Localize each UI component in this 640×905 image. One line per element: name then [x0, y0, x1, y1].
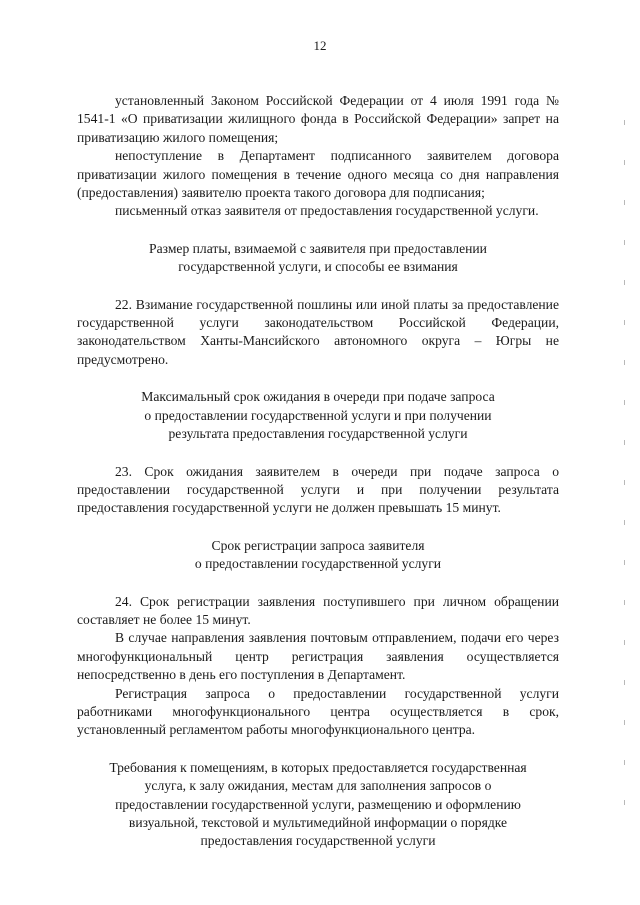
document-body [77, 92, 559, 851]
heading-premises-line-3: предоставлении государственной услуги, размещению и оформлению [115, 796, 521, 812]
heading-wait-time-line-1: Максимальный срок ожидания в очереди при подаче запроса [141, 389, 495, 405]
heading-registration-line-1: Срок регистрации запроса заявителя [211, 537, 425, 553]
heading-premises-line-1: Требования к помещениям, в которых предоставляется государственная [109, 759, 527, 775]
scan-margin-marks [622, 120, 628, 820]
paragraph-contract-not-received: непоступление в Департамент подписанного заявителем договора приватизации жилого помещения в течение одного месяца со дня направления (предоставления) заявителю проекта такого договора для подписания; [77, 148, 559, 201]
heading-premises-line-4: визуальной, текстовой и мультимедийной информации о порядке [128, 815, 508, 830]
paragraph-24-registration: 24. Срок регистрации заявления поступившего при личном обращении составляет не более 15 минут. [77, 593, 559, 627]
heading-wait-time-line-3: результата предоставления государственной услуги [168, 426, 468, 442]
heading-registration-line-2: о предоставлении государственной услуги [194, 556, 442, 572]
paragraph-written-refusal: письменный отказ заявителя от предоставления государственной услуги. [115, 203, 539, 219]
heading-fee-line-2: государственной услуги, и способы ее взимания [178, 259, 458, 275]
heading-premises-line-2: услуга, к залу ожидания, местам для заполнения запросов о [144, 778, 492, 794]
heading-premises-line-5: предоставления государственной услуги [200, 833, 436, 849]
page-number: 12 [313, 38, 327, 53]
paragraph-23-wait-time: 23. Срок ожидания заявителем в очереди при подаче запроса о предоставлении государственной услуги и при получении результата предоставления государственной услуги не должен превышать 15 минут. [77, 463, 559, 516]
paragraph-mfc-registration: Регистрация запроса о предоставлении государственной услуги работниками многофункционального центра осуществляется в срок, установленный регламентом работы многофункционального центра. [77, 685, 559, 738]
heading-wait-time-line-2: о предоставлении государственной услуги и при получении [144, 407, 492, 423]
paragraph-privatization-ban: установленный Законом Российской Федерации от 4 июля 1991 года № 1541-1 «О приватизации жилищного фонда в Российской Федерации» запрет на приватизацию жилого помещения; [77, 93, 559, 145]
paragraph-postal-registration: В случае направления заявления почтовым отправлением, подачи его через многофункциональный центр регистрация заявления осуществляется непосредственно в день его поступления в Департамент. [77, 630, 559, 683]
paragraph-22-no-fee: 22. Взимание государственной пошлины или иной платы за предоставление государственной услуги законодательством Российской Федерации, законодательством Ханты-Мансийского автономного округа – Югры не предусмотрено. [77, 296, 559, 367]
heading-fee-line-1: Размер платы, взимаемой с заявителя при предоставлении [149, 240, 487, 256]
